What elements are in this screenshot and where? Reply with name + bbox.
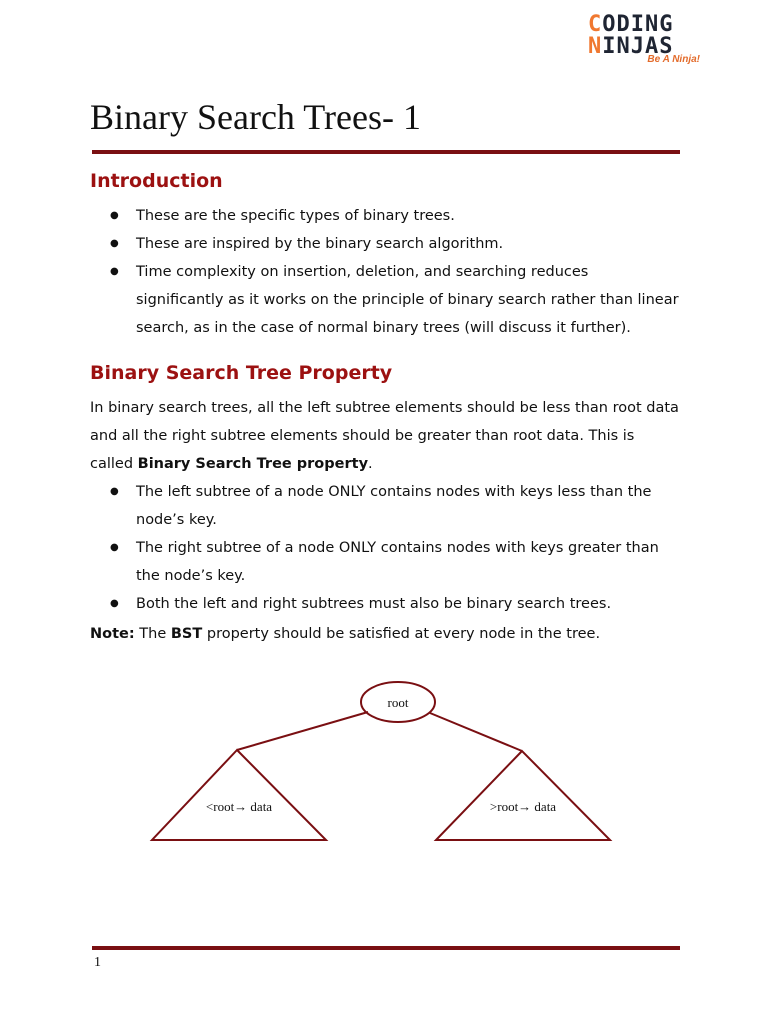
left-subtree-label: <root→ data bbox=[205, 799, 273, 814]
right-subtree-triangle bbox=[436, 751, 610, 840]
bst-property-paragraph: In binary search trees, all the left subtree elements should be less than root data and all the right subtree elements should be greater than root data. This is called Binary Search Tree property. bbox=[90, 400, 679, 472]
left-subtree-triangle bbox=[152, 750, 326, 840]
title-divider bbox=[92, 150, 680, 154]
list-item: ● These are the specific types of binary trees. bbox=[108, 202, 680, 230]
right-edge bbox=[430, 713, 522, 751]
root-label: root bbox=[387, 695, 409, 710]
bst-property-list bbox=[108, 478, 680, 618]
left-edge bbox=[237, 712, 368, 750]
page-title: Binary Search Trees- 1 bbox=[90, 97, 421, 137]
logo-line-2: NINJAS bbox=[588, 34, 674, 59]
right-subtree-label: >root→ data bbox=[489, 799, 557, 814]
list-item: ● Both the left and right subtrees must also be binary search trees. bbox=[108, 590, 680, 618]
page-number: 1 bbox=[94, 955, 101, 970]
coding-ninjas-logo bbox=[588, 14, 706, 70]
note-label: Note: bbox=[90, 626, 135, 642]
bst-property-heading: Binary Search Tree Property bbox=[90, 362, 393, 384]
footer-divider bbox=[92, 946, 680, 950]
list-item: ● These are inspired by the binary search algorithm. bbox=[108, 230, 680, 258]
logo-tagline: Be A Ninja! bbox=[647, 54, 700, 65]
list-item: ● The left subtree of a node ONLY contains nodes with keys less than the node’s key. bbox=[108, 478, 680, 534]
introduction-heading: Introduction bbox=[90, 170, 223, 192]
list-item: ● Time complexity on insertion, deletion, and searching reduces significantly as it works on the principle of binary search rather than linear search, as in the case of normal binary trees (will discuss it further). bbox=[108, 258, 680, 342]
note-bst-term: BST bbox=[170, 626, 203, 642]
note-paragraph: Note: The BST property should be satisfied at every node in the tree. bbox=[90, 626, 601, 642]
introduction-list bbox=[108, 202, 680, 342]
bst-diagram bbox=[140, 675, 620, 850]
bst-property-term: Binary Search Tree property bbox=[137, 456, 369, 472]
logo-line-1: CODING bbox=[588, 12, 674, 37]
list-item: ● The right subtree of a node ONLY contains nodes with keys greater than the node’s key. bbox=[108, 534, 680, 590]
